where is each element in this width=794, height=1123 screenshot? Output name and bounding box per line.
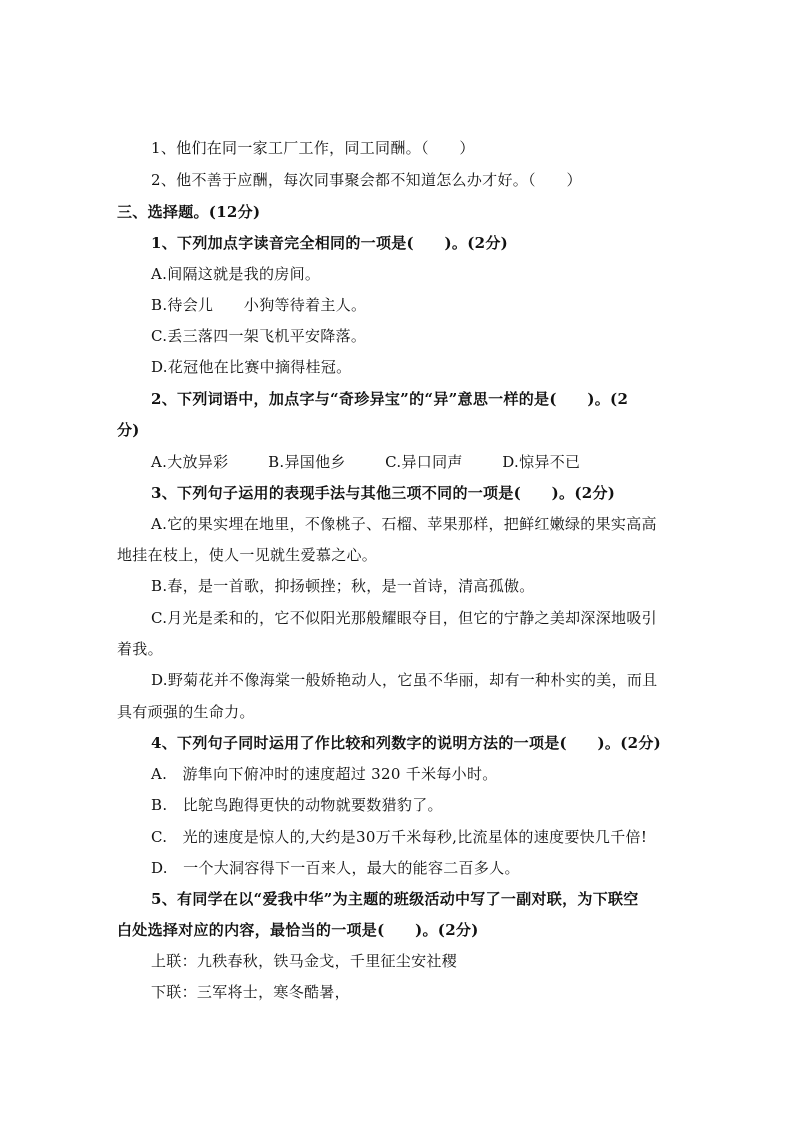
choice-question-2-option-d: D.惊异不已 [502,453,581,471]
choice-question-1-option-c: C.丢三落四一架飞机平安降落。 [151,327,367,345]
choice-question-1-option-b: B.待会儿 小狗等待着主人。 [151,296,367,314]
choice-question-5-stem-line-2: 白处选择对应的内容，最恰当的一项是( )。(2分) [117,921,479,939]
choice-question-3-option-b: B.春，是一首歌，抑扬顿挫；秋，是一首诗，清高孤傲。 [151,577,535,595]
choice-question-2-stem-line-2: 分) [117,421,140,439]
choice-question-2-option-a: A.大放异彩 [151,453,229,471]
choice-question-4-stem: 4、下列句子同时运用了作比较和列数字的说明方法的一项是( )。(2分) [151,734,662,752]
choice-question-2-option-b: B.异国他乡 [268,453,346,471]
couplet-upper-line: 上联：九秩春秋，铁马金戈，千里征尘安社稷 [151,952,458,970]
choice-question-3-option-c-line-1: C.月光是柔和的，它不似阳光那般耀眼夺目，但它的宁静之美却深深地吸引 [151,609,657,627]
choice-question-1-stem: 1、下列加点字读音完全相同的一项是( )。(2分) [151,234,509,252]
choice-question-3-option-a-line-1: A.它的果实埋在地里，不像桃子、石榴、苹果那样，把鲜红嫩绿的果实高高 [151,515,657,533]
choice-question-4-option-b: B. 比鸵鸟跑得更快的动物就要数猎豹了。 [151,796,443,814]
choice-question-3-stem: 3、下列句子运用的表现手法与其他三项不同的一项是( )。(2分) [151,484,616,502]
choice-question-2-stem-line-1: 2、下列词语中，加点字与“奇珍异宝”的“异”意思一样的是( )。(2 [151,390,629,408]
choice-question-4-option-d: D. 一个大洞容得下一百来人，最大的能容二百多人。 [151,859,520,877]
choice-question-4-option-a: A. 游隼向下俯冲时的速度超过 320 千米每小时。 [151,765,498,783]
choice-question-5-stem-line-1: 5、有同学在以“爱我中华”为主题的班级活动中写了一副对联，为下联空 [151,890,639,908]
judgement-question-1: 1、他们在同一家工厂工作，同工同酬。（ ） [151,139,475,157]
choice-question-1-option-a: A.间隔这就是我的房间。 [151,265,321,283]
choice-question-2-options [151,452,580,472]
choice-question-2-option-c: C.异口同声 [385,453,463,471]
choice-question-3-option-d-line-2: 具有顽强的生命力。 [117,703,255,721]
choice-question-3-option-c-line-2: 着我。 [117,640,163,658]
section-heading-choice: 三、选择题。(12分) [117,203,261,221]
choice-question-3-option-d-line-1: D.野菊花并不像海棠一般娇艳动人，它虽不华丽，却有一种朴实的美，而且 [151,671,658,689]
choice-question-3-option-a-line-2: 地挂在枝上，使人一见就生爱慕之心。 [117,546,378,564]
judgement-question-2: 2、他不善于应酬，每次同事聚会都不知道怎么办才好。（ ） [151,171,582,189]
couplet-lower-line: 下联：三军将士，寒冬酷暑， [151,983,350,1001]
choice-question-1-option-d: D.花冠他在比赛中摘得桂冠。 [151,358,352,376]
choice-question-4-option-c: C. 光的速度是惊人的,大约是30万千米每秒,比流星体的速度要快几千倍! [151,828,648,846]
